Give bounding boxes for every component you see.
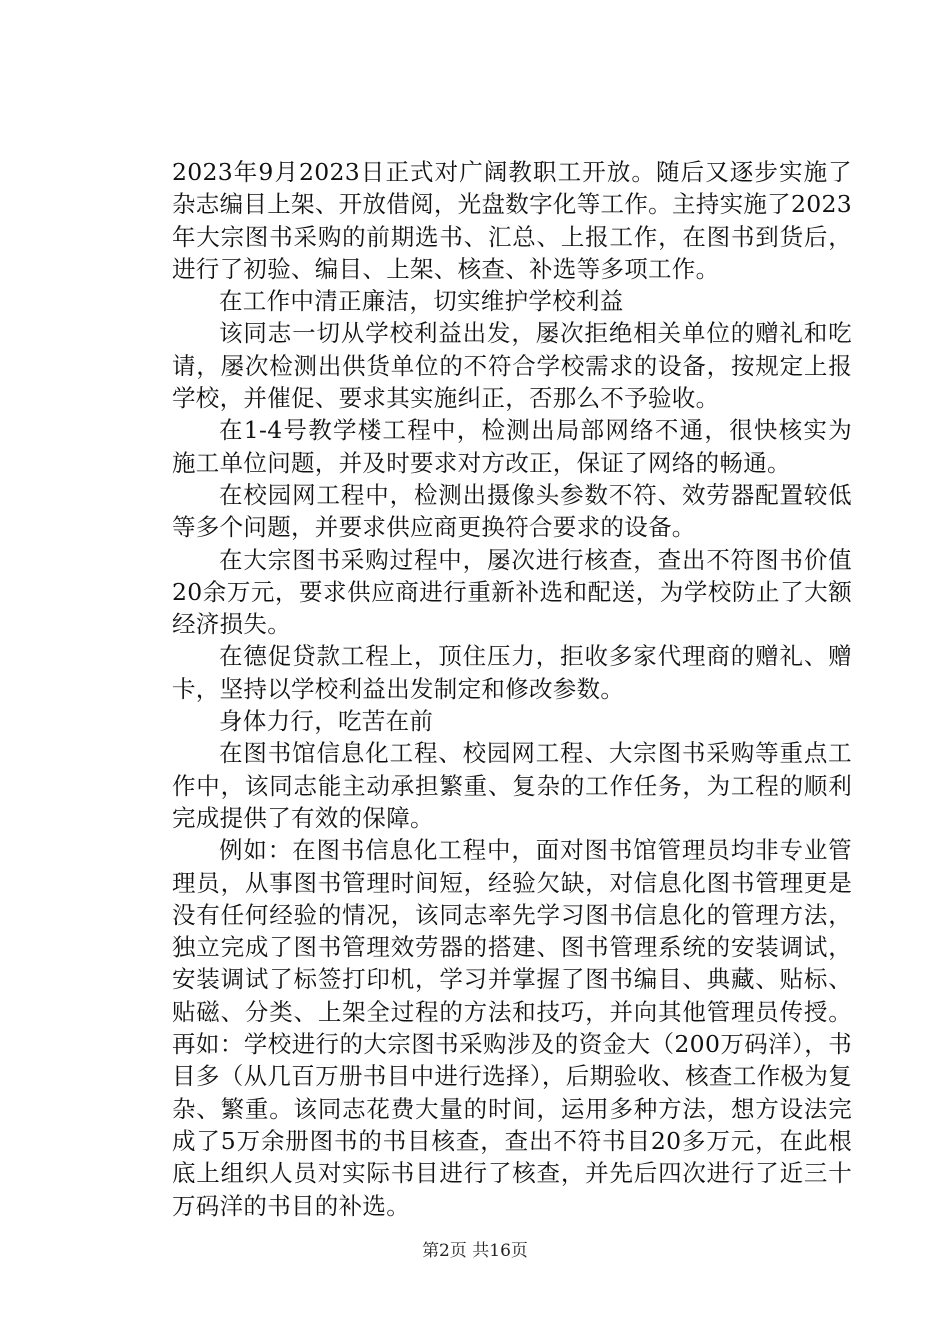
paragraph: 在图书馆信息化工程、校园网工程、大宗图书采购等重点工作中，该同志能主动承担繁重、复杂的工作任务，为工程的顺利完成提供了有效的保障。 [172,739,852,832]
section-heading-integrity: 在工作中清正廉洁，切实维护学校利益 [219,287,624,316]
paragraph: 在校园网工程中，检测出摄像头参数不符、效劳器配置较低等多个问题，并要求供应商更换符合要求的设备。 [172,480,852,542]
document-body [172,156,852,1222]
paragraph: 例如：在图书信息化工程中，面对图书馆管理员均非专业管理员，从事图书管理时间短，经验欠缺，对信息化图书管理更是没有任何经验的情况，该同志率先学习图书信息化的管理方法，独立完成了图书管理效劳器的搭建、图书管理系统的安装调试，安装调试了标签打印机，学习并掌握了图书编目、典藏、贴标、贴磁、分类、上架全过程的方法和技巧，并向其他管理员传授。再如：学校进行的大宗图书采购涉及的资金大（200万码洋），书目多（从几百万册书目中进行选择），后期验收、核查工作极为复杂、繁重。该同志花费大量的时间，运用多种方法，想方设法完成了5万余册图书的书目核查，查出不符书目20多万元，在此根底上组织人员对实际书目进行了核查，并先后四次进行了近三十万码洋的书目的补选。 [172,836,852,1220]
paragraph: 在大宗图书采购过程中，屡次进行核查，查出不符图书价值20余万元，要求供应商进行重新补选和配送，为学校防止了大额经济损失。 [172,545,852,639]
page-footer [0,1240,950,1262]
paragraph-continued: 2023年9月2023日正式对广阔教职工开放。随后又逐步实施了杂志编目上架、开放借阅，光盘数字化等工作。主持实施了2023年大宗图书采购的前期选书、汇总、上报工作，在图书到货后，进行了初验、编目、上架、核查、补选等多项工作。 [172,158,852,283]
paragraph: 在1-4号教学楼工程中，检测出局部网络不通，很快核实为施工单位问题，并及时要求对方改正，保证了网络的畅通。 [172,416,852,477]
page-number-label: 第2页 共16页 [422,1241,528,1261]
section-heading-hardwork: 身体力行，吃苦在前 [219,707,434,736]
paragraph: 在德促贷款工程上，顶住压力，拒收多家代理商的赠礼、赠卡，坚持以学校利益出发制定和修改参数。 [172,642,852,703]
paragraph: 该同志一切从学校利益出发，屡次拒绝相关单位的赠礼和吃请，屡次检测出供货单位的不符合学校需求的设备，按规定上报学校，并催促、要求其实施纠正，否那么不予验收。 [172,319,852,413]
